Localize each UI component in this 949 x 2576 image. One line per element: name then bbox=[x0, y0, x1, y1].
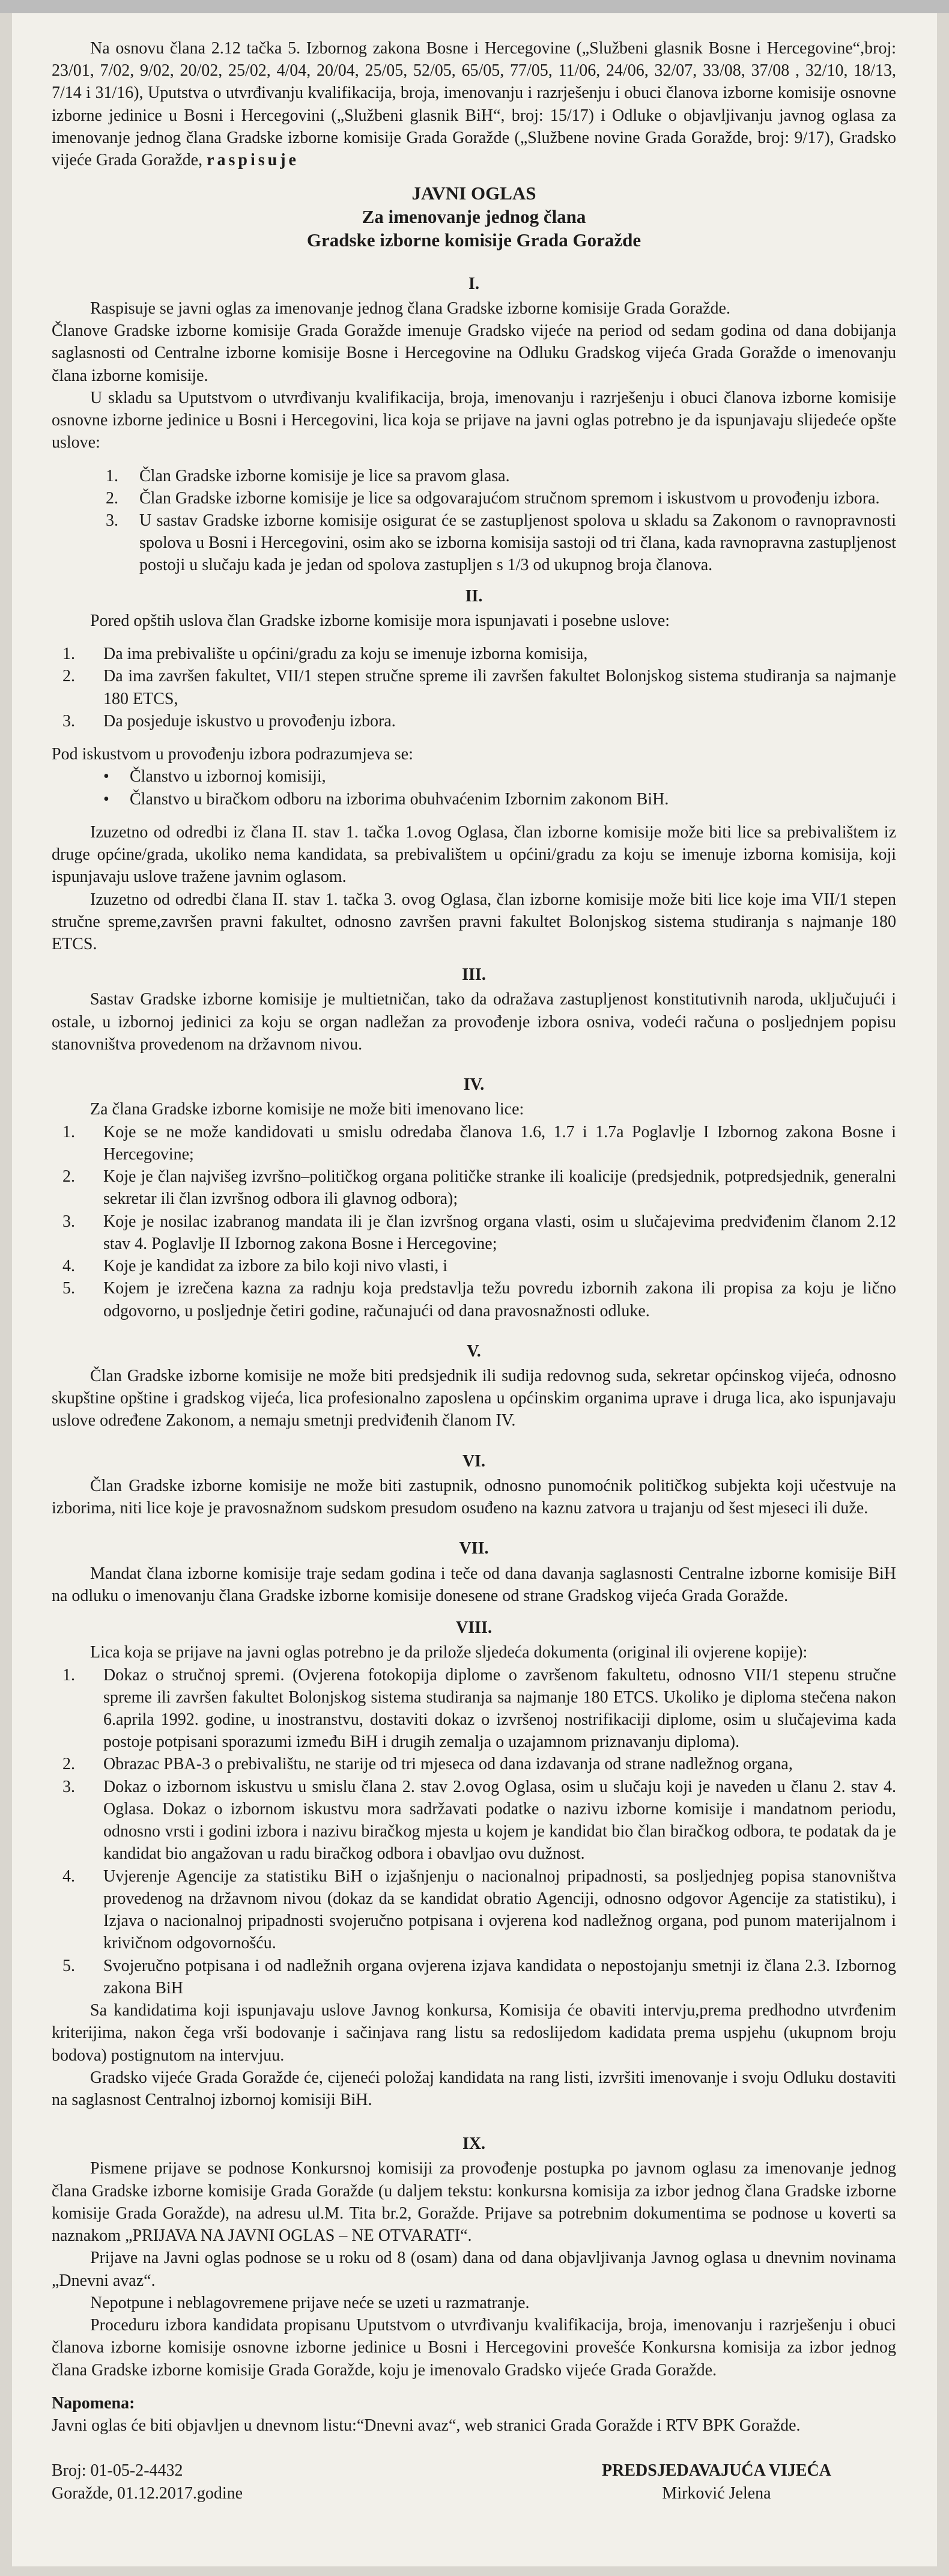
s9-p3: Nepotpune i neblagovremene prijave neće se uzeti u razmatranje. bbox=[90, 2293, 530, 2312]
s1-p2: Članove Gradske izborne komisije Grada Goražde imenuje Gradsko vijeće na period od sedam godina od dana dobijanja saglasnosti od Centralne izborne komisije Bosne i Hercegovine na Odluku Gradskog vijeća Grada Goražde o imenovanju člana izborne komisije. bbox=[52, 321, 896, 385]
list-item: 3. Da posjeduje iskustvo u provođenju izbora. bbox=[62, 711, 396, 731]
list-item: 4. Uvjerenje Agencije za statistiku BiH o izjašnjenju o nacionalnoj pripadnosti, sa posljednjeg popisa stanovništva provedenog na državnom nivou (dokaz da se kandidat obratio Agenciji, odnosno odgovor Agencije za statistiku), i Izjava o nacionalnoj pripadnosti svojeručno potpisana i ovjerena kod nadležnog organa, pod punom materijalnom i krivičnom odgovornošću. bbox=[62, 1867, 896, 1953]
section-heading-2: II. bbox=[465, 586, 483, 606]
title-line-2: Za imenovanje jednog člana bbox=[362, 206, 586, 228]
document-page bbox=[12, 13, 937, 2566]
s1-p1: Raspisuje se javni oglas za imenovanje jednog člana Gradske izborne komisije Grada Goražde. bbox=[90, 299, 730, 318]
s8-p1: Lica koja se prijave na javni oglas potrebno je da prilože sljedeća dokumenta (original ili ovjerene kopije): bbox=[90, 1643, 808, 1662]
s5-p1: Član Gradske izborne komisije ne može biti predsjednik ili sudija redovnog suda, sekretar općinskog vijeća, odnosno skupštine opštine i gradskog vijeća, lica profesionalno zaposlena u općinskim organima uprave i druga lica, ako ispunjavaju uslove određene Zakonom, a nemaju smetnji predviđenih članom IV. bbox=[52, 1366, 896, 1430]
section-heading-6: VI. bbox=[462, 1451, 486, 1471]
bullet-icon: • bbox=[103, 789, 109, 809]
title-line-3: Gradske izborne komisije Grada Goražde bbox=[306, 229, 641, 251]
section-heading-1: I. bbox=[468, 274, 479, 293]
signatory bbox=[602, 2459, 896, 2504]
section-heading-7: VII. bbox=[459, 1539, 489, 1558]
top-band bbox=[0, 0, 949, 13]
list-item: 2. Obrazac PBA-3 o prebivalištu, ne starije od tri mjeseca od dana izdavanja od strane nadležnog organa, bbox=[62, 1755, 793, 1774]
section-heading-4: IV. bbox=[463, 1075, 485, 1095]
list-item: 3. Dokaz o izbornom iskustvu u smislu člana 2. stav 2.ovog Oglasa, osim u slučaju koji je naveden u članu 2. stav 4. Oglasa. Dokaz o izbornom iskustvu mora sadržavati podatke o nazivu izborne komisije i mandatnom periodu, odnosno vrsti i godini izbora i nazivu biračkog mjesta u kojem je kandidat bio član biračkog odbora, te podatak da je kandidat bio angažovan u radu biračkog odbora i obavljao ovu dužnost. bbox=[62, 1777, 896, 1864]
note-text: Javni oglas će biti objavljen u dnevnom listu:“Dnevni avaz“, web stranici Grada Goražde i RTV BPK Goražde. bbox=[52, 2416, 801, 2435]
signatory-role: PREDSJEDAVAJUĆA VIJEĆA bbox=[602, 2461, 831, 2480]
s9-p2: Prijave na Javni oglas podnose se u roku od 8 (osam) dana od dana objavljivanja Javnog oglasa u dnevnim novinama „Dnevni avaz“. bbox=[52, 2249, 896, 2290]
signatory-name: Mirković Jelena bbox=[662, 2483, 771, 2503]
list-item: 2. Da ima završen fakultet, VII/1 stepen stručne spreme ili završen fakultet Bolonjskog sistema studiranja sa najmanje 180 ETCS, bbox=[62, 667, 896, 708]
s1-p3: U skladu sa Uputstvom o utvrđivanju kvalifikacija, broja, imenovanju i razrješenju i obuci članova izborne komisije osnovne izborne jedinice u Bosni i Hercegovini, lica koja se prijave na javni oglas potrebno je da ispunjavaju slijedeće opšte uslove: bbox=[52, 388, 896, 452]
section-heading-5: V. bbox=[467, 1341, 481, 1361]
list-item: 1. Koje se ne može kandidovati u smislu odredaba članova 1.6, 1.7 i 1.7a Poglavlje I Izbornog zakona Bosne i Hercegovine; bbox=[62, 1122, 896, 1164]
s8-p2: Sa kandidatima koji ispunjavaju uslove Javnog konkursa, Komisija će obaviti intervju,prema predhodno utvrđenim kriterijima, nakon čega vrši bodovanje i sačinjava rang listu sa redoslijedom kadidata prema uspjehu (ukupnom broju bodova) postignutom na intervjuu. bbox=[52, 2001, 896, 2065]
list-item: 5. Kojem je izrečena kazna za radnju koja predstavlja težu povredu izbornih zakona ili propisa za koju je lično odgovorno, u posljednje četiri godine, računajući od dana pravosnažnosti odluke. bbox=[62, 1279, 896, 1320]
s8-documents-list bbox=[52, 1664, 896, 2000]
s6-p1: Član Gradske izborne komisije ne može biti zastupnik, odnosno punomoćnik političkog subjekta koji učestvuje na izborima, niti lice koje je pravosnažnom sudskom presudom osuđeno na kaznu zatvora u trajanju od šest mjeseci ili duže. bbox=[52, 1476, 896, 1518]
s2-p3: Izuzetno od odredbi člana II. stav 1. tačka 3. ovog Oglasa, član izborne komisije može biti lice koje ima VII/1 stepen stručne spreme,završen pravni fakultet, odnosno završen pravni fakultet Bolonjskog sistema studiranja s najmanje 180 ETCS. bbox=[52, 890, 896, 953]
s2-conditions-list bbox=[52, 643, 896, 732]
s2-experience-intro: Pod iskustvom u provođenju izbora podrazumjeva se: bbox=[52, 745, 413, 764]
list-item: 1. Da ima prebivalište u općini/gradu za koju se imenuje izborna komisija, bbox=[62, 645, 588, 664]
s4-p1: Za člana Gradske izborne komisije ne može biti imenovano lice: bbox=[90, 1100, 524, 1119]
list-item: 1. Član Gradske izborne komisije je lice sa pravom glasa. bbox=[106, 466, 510, 485]
list-item: 1. Dokaz o stručnoj spremi. (Ovjerena fotokopija diplome o završenom fakultetu, odnosno VII/1 stepenu stručne spreme ili završen fakultet Bolonjskog sistema studiranja sa najmanje 180 ETCS. Ukoliko je diploma stečena nakon 6.aprila 1992. godine, u inostranstvu, dostaviti dokaz o izvršenoj nostrifikaciji diplome, osim u slučajevima kada postoje potpisani sporazumi između BiH i drugih zemalja o uzajamnom priznavanju diploma). bbox=[62, 1665, 896, 1752]
section-heading-9: IX. bbox=[462, 2134, 486, 2154]
s9-p1: Pismene prijave se podnose Konkursnoj komisiji za provođenje postupka po javnom oglasu za imenovanje jednog člana Gradske izborne komisije Grada Goražde (u daljem tekstu: konkursna komisija za izbor jednog člana Gradske izborne komisije Grada Goražde), na adresu ul.M. Tita br.2, Goražde. Prijave sa potrebnim dokumentima se podnose u koverti sa naznakom „PRIJAVA NA JAVNI OGLAS – NE OTVARATI“. bbox=[52, 2159, 896, 2246]
s3-p1: Sastav Gradske izborne komisije je multietničan, tako da odražava zastupljenost konstitutivnih naroda, uključujući i ostale, u izbornoj jedinici za koju se organ nadležan za provođenje izbora osniva, vodeći računa o posljednjem popisu stanovništva provedenom na državnom nivou. bbox=[52, 990, 896, 1054]
s2-p2: Izuzetno od odredbi iz člana II. stav 1. tačka 1.ovog Oglasa, član izborne komisije može biti lice sa prebivalištem iz druge općine/grada, ukoliko nema kandidata, sa prebivalištem u općini/gradu za koju se imenuje izborna komisija, koji ispunjavaju uslove tražene javnim oglasom. bbox=[52, 822, 896, 887]
s1-conditions-list bbox=[52, 465, 896, 577]
list-item: 4. Koje je kandidat za izbore za bilo koji nivo vlasti, i bbox=[62, 1257, 448, 1276]
note-label: Napomena: bbox=[52, 2393, 135, 2413]
document-number: Broj: 01-05-2-4432 bbox=[52, 2461, 183, 2480]
list-item: 2. Koje je član najvišeg izvršno–političkog organa političke stranke ili koalicije (predsjednik, potpredsjednik, generalni sekretar ili član izvršnog odbora ili glavnog odbora); bbox=[62, 1167, 896, 1209]
list-item: • Članstvo u izbornoj komisiji, bbox=[103, 765, 896, 788]
s8-p3: Gradsko vijeće Grada Goražde će, cijeneći položaj kandidata na rang listi, izvršiti imenovanje i svoju Odluku dostaviti na saglasnost Centralnoj izbornoj komisiji BiH. bbox=[52, 2068, 896, 2109]
list-item: 3. U sastav Gradske izborne komisije osigurat će se zastupljenost spolova u skladu sa Zakonom o ravnopravnosti spolova u Bosni i Hercegovini, osim ako se izborna komisija sastoji od tri člana, kada ravnopravna zastupljenost postoji u slučaju kada je jedan od spolova zastupljen s 1/3 od ukupnog broja članova. bbox=[106, 511, 896, 575]
list-item: 2. Član Gradske izborne komisije je lice sa odgovarajućom stručnom spremom i iskustvom u provođenju izbora. bbox=[106, 488, 880, 508]
section-heading-3: III. bbox=[462, 965, 486, 985]
s7-p1: Mandat člana izborne komisije traje sedam godina i teče od dana davanja saglasnosti Centralne izborne komisije BiH na odluku o imenovanju člana Gradske izborne komisije donesene od strane Gradskog vijeća Grada Goražde. bbox=[52, 1564, 896, 1605]
list-item: • Članstvo u biračkom odboru na izborima obuhvaćenim Izbornim zakonom BiH. bbox=[103, 788, 896, 810]
document-reference bbox=[52, 2459, 243, 2504]
intro-paragraph bbox=[52, 37, 896, 171]
s4-exclusions-list bbox=[52, 1121, 896, 1322]
intro-text: Na osnovu člana 2.12 tačka 5. Izbornog zakona Bosne i Hercegovine („Službeni glasnik Bosne i Hercegovine“,broj: 23/01, 7/02, 9/02, 20/02, 25/02, 4/04, 20/04, 25/05, 52/05, 65/05, 77/05, 11/06, 24/06, 32/07, 33/08, 37/08 , 32/10, 18/13, 7/14 i 31/16), Uputstva o utvrđivanju kvalifikacija, broja, imenovanju i razrješenju i obuci članova izborne komisije osnovne izborne jedinice u Bosni i Hercegovini („Službeni glasnik BiH“, broj: 15/17) i Odluke o objavljivanju javnog oglasa za imenovanje jednog člana Gradske izborne komisije Grada Goražde („Službene novine Grada Goražde, broj: 9/17), Gradsko vijeće Grada Goražde, bbox=[52, 39, 896, 170]
raspisuje-word: raspisuje bbox=[207, 151, 299, 170]
list-item: 5. Svojeručno potpisana i od nadležnih organa ovjerena izjava kandidata o nepostojanju smetnji iz člana 2.3. Izbornog zakona BiH bbox=[62, 1956, 896, 1997]
s2-p1: Pored opštih uslova član Gradske izborne komisije mora ispunjavati i posebne uslove: bbox=[90, 611, 670, 630]
section-heading-8: VIII. bbox=[456, 1618, 492, 1638]
document-title bbox=[52, 182, 896, 252]
title-line-1: JAVNI OGLAS bbox=[411, 183, 536, 204]
s9-p4: Proceduru izbora kandidata propisanu Uputstvom o utvrđivanju kvalifikacija, broja, imenovanju i razrješenju i obuci članova izborne komisije osnovne izborne jedinice u Bosni i Hercegovini provešće Konkursna komisija za izbor jednog člana Gradske izborne komisije Grada Goražde, koju je imenovalo Gradsko vijeće Grada Goražde. bbox=[52, 2316, 896, 2380]
list-item: 3. Koje je nosilac izabranog mandata ili je član izvršnog organa vlasti, osim u slučajevima predviđenim članom 2.12 stav 4. Poglavlje II Izbornog zakona Bosne i Hercegovine; bbox=[62, 1212, 896, 1253]
s2-experience-list bbox=[52, 765, 896, 810]
signature-block bbox=[52, 2459, 896, 2504]
bullet-icon: • bbox=[103, 767, 109, 786]
place-date: Goražde, 01.12.2017.godine bbox=[52, 2483, 243, 2503]
